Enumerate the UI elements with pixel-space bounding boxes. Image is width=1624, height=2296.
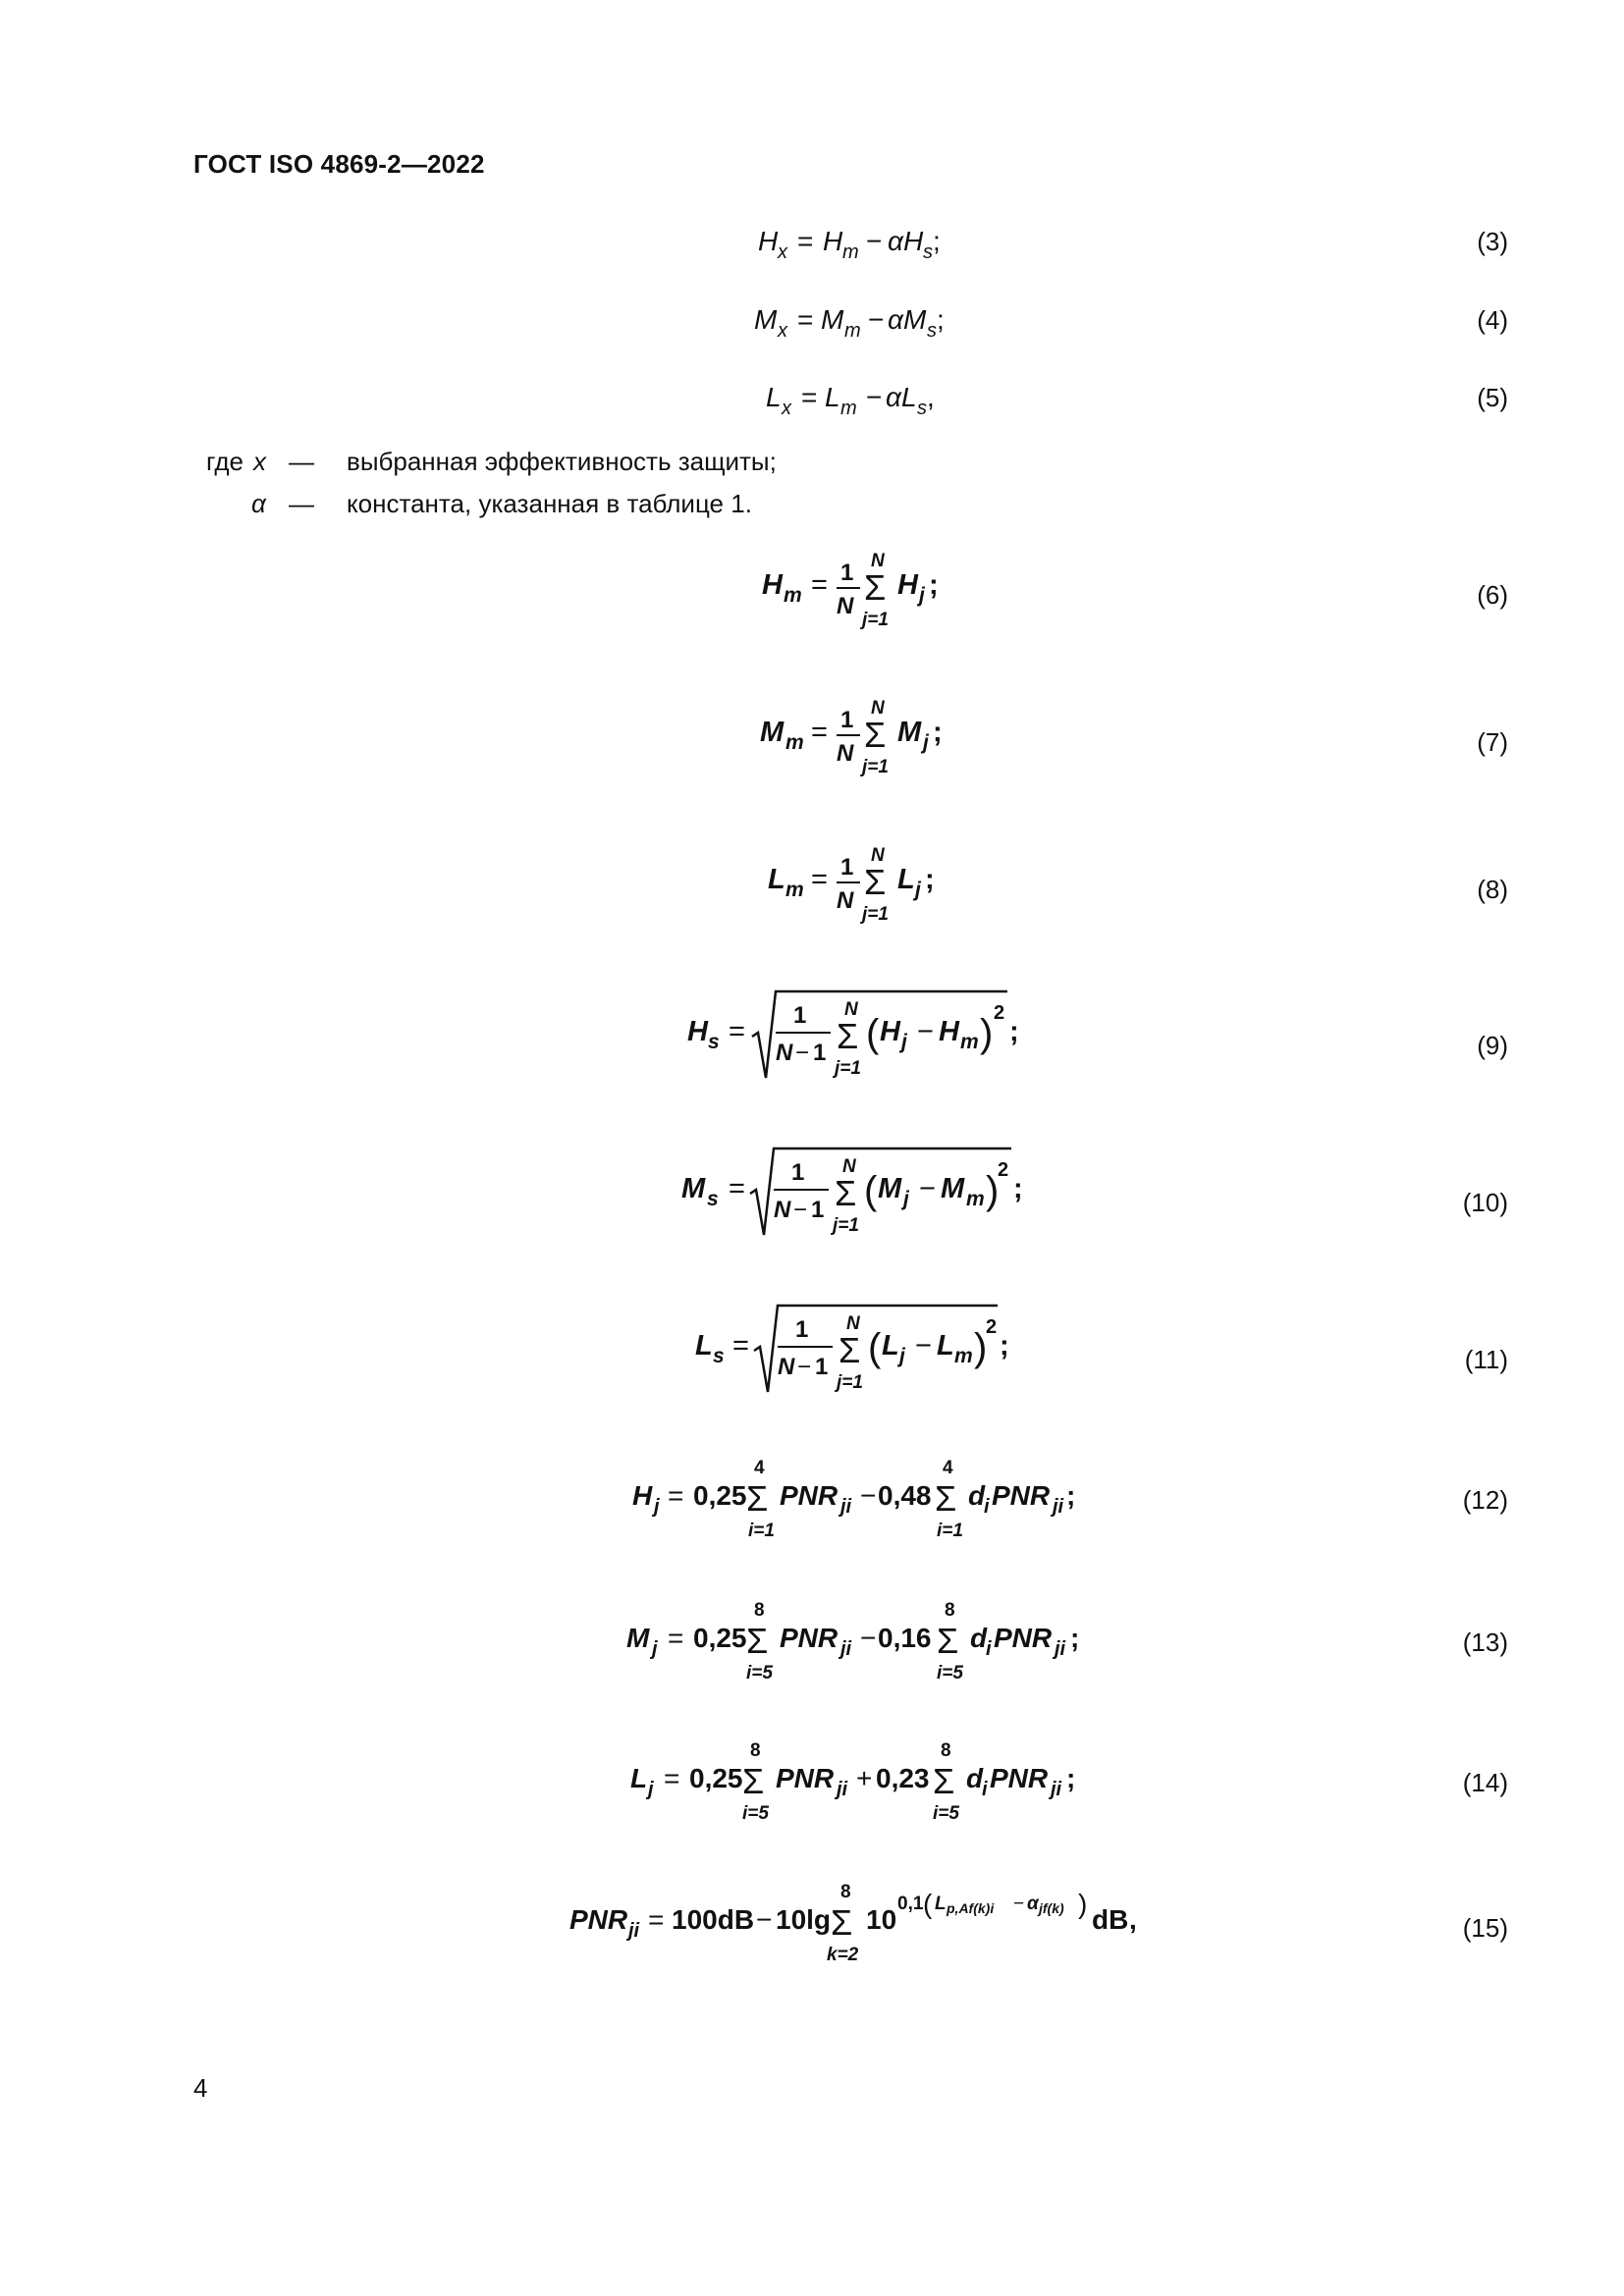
subscript-m: m xyxy=(960,1031,979,1053)
symbol-m: M xyxy=(821,304,844,335)
minus-sign: − xyxy=(860,1623,877,1653)
fraction-numerator: 1 xyxy=(840,854,854,881)
sum-lower-limit: j=1 xyxy=(837,1372,863,1393)
minus-sign: − xyxy=(866,382,883,412)
symbol-m: M xyxy=(760,717,785,748)
pnr-symbol: PNR xyxy=(569,1904,628,1935)
equation-number: (12) xyxy=(1462,1485,1508,1515)
equation-number: (7) xyxy=(1477,727,1508,757)
subscript-j: j xyxy=(915,879,921,901)
equation-13 xyxy=(0,1590,1624,1688)
symbol-m: M xyxy=(681,1173,706,1204)
subscript-ji: ji xyxy=(837,1779,848,1800)
minus-sign: − xyxy=(919,1173,936,1204)
equals-sign: = xyxy=(668,1480,684,1511)
subscript-s: s xyxy=(707,1188,719,1210)
symbol-h: H xyxy=(939,1016,959,1047)
equation-number: (14) xyxy=(1462,1768,1508,1797)
subscript-j: j xyxy=(901,1031,907,1053)
sigma-symbol: Σ xyxy=(746,1478,769,1519)
semicolon: ; xyxy=(933,226,941,256)
subscript-j: j xyxy=(648,1779,654,1800)
equation-number: (8) xyxy=(1477,875,1508,904)
equation-14 xyxy=(0,1731,1624,1829)
symbol-h: H xyxy=(687,1016,708,1047)
subscript-s: s xyxy=(923,241,933,263)
equation-number: (9) xyxy=(1477,1031,1508,1060)
symbol-m: M xyxy=(626,1623,650,1653)
equation-number: (13) xyxy=(1462,1628,1508,1657)
subscript-ji: ji xyxy=(840,1638,852,1660)
coefficient: 0,25 xyxy=(693,1480,747,1511)
fraction-numerator: 1 xyxy=(791,1159,805,1186)
fraction-denominator-one: 1 xyxy=(813,1040,827,1066)
subscript-m: m xyxy=(966,1188,985,1210)
subscript-m: m xyxy=(785,879,804,901)
sigma-symbol: Σ xyxy=(864,567,887,608)
minus-sign: − xyxy=(866,226,883,256)
symbol-l: L xyxy=(768,864,785,895)
semicolon: ; xyxy=(1070,1623,1080,1653)
equation-number: (4) xyxy=(1477,305,1508,335)
sum-lower-limit: j=1 xyxy=(862,610,889,630)
sigma-symbol: Σ xyxy=(935,1478,957,1519)
subscript-m: m xyxy=(784,584,802,607)
coefficient: 0,16 xyxy=(878,1623,932,1653)
sum-lower-limit: i=5 xyxy=(742,1803,769,1824)
sum-upper-limit: 8 xyxy=(941,1740,951,1761)
base-ten: 10 xyxy=(866,1904,897,1935)
comma: , xyxy=(1129,1904,1137,1935)
subscript-j: j xyxy=(899,1345,905,1367)
subscript-j: j xyxy=(654,1496,660,1518)
sigma-symbol: Σ xyxy=(837,1016,859,1056)
semicolon: ; xyxy=(925,864,935,895)
sigma-symbol: Σ xyxy=(746,1621,769,1661)
equals-sign: = xyxy=(664,1763,680,1793)
semicolon: ; xyxy=(933,717,943,748)
equation-3 xyxy=(0,221,1624,290)
subscript-s: s xyxy=(708,1031,720,1053)
ten-lg: 10lg xyxy=(776,1904,832,1935)
sigma-symbol: Σ xyxy=(835,1173,857,1213)
exponent-subscript-jfk: jf(k) xyxy=(1039,1900,1064,1916)
symbol-m: M xyxy=(897,717,922,748)
symbol-h: H xyxy=(903,226,924,256)
subscript-s: s xyxy=(927,320,937,342)
subscript-m: m xyxy=(844,320,861,342)
pnr-symbol: PNR xyxy=(994,1623,1053,1653)
fraction-numerator: 1 xyxy=(793,1002,807,1029)
subscript-x: x xyxy=(778,320,787,342)
coefficient: 0,25 xyxy=(689,1763,743,1793)
sum-lower-limit: i=5 xyxy=(937,1663,963,1683)
symbol-h: H xyxy=(762,569,783,601)
right-paren: ) xyxy=(980,1012,994,1055)
sum-lower-limit: j=1 xyxy=(835,1058,861,1079)
subscript-s: s xyxy=(917,398,927,419)
coefficient: 0,23 xyxy=(876,1763,930,1793)
sum-upper-limit: N xyxy=(871,845,885,866)
equals-sign: = xyxy=(801,382,818,412)
semicolon: ; xyxy=(929,569,939,601)
left-paren: ( xyxy=(864,1169,878,1212)
subscript-m: m xyxy=(785,731,804,754)
symbol-alpha: α xyxy=(888,226,903,256)
subscript-m: m xyxy=(840,398,857,419)
symbol-h: H xyxy=(758,226,779,256)
equation-number: (3) xyxy=(1477,227,1508,256)
symbol-m: M xyxy=(878,1173,902,1204)
sigma-symbol: Σ xyxy=(742,1761,765,1801)
equation-15 xyxy=(0,1870,1624,1978)
symbol-h: H xyxy=(897,569,918,601)
fraction-denominator: N xyxy=(837,593,854,619)
sigma-symbol: Σ xyxy=(831,1902,853,1943)
semicolon: ; xyxy=(937,304,945,335)
right-paren: ) xyxy=(986,1169,1000,1212)
symbol-l: L xyxy=(882,1330,899,1362)
where-symbol-alpha: α xyxy=(251,489,266,518)
document-header: ГОСТ ISO 4869-2—2022 xyxy=(193,149,485,179)
symbol-l: L xyxy=(897,864,915,895)
subscript-i: i xyxy=(982,1779,988,1800)
sum-lower-limit: j=1 xyxy=(833,1215,859,1236)
minus-sign: − xyxy=(860,1480,877,1511)
where-dash: — xyxy=(289,489,314,518)
equals-sign: = xyxy=(811,717,828,748)
subscript-m: m xyxy=(842,241,859,263)
subscript-j: j xyxy=(919,584,925,607)
symbol-l: L xyxy=(695,1330,713,1362)
subscript-j: j xyxy=(903,1188,909,1210)
fraction-denominator-n: N xyxy=(778,1354,795,1380)
plus-sign: + xyxy=(856,1763,873,1793)
semicolon: ; xyxy=(1009,1016,1019,1047)
subscript-j: j xyxy=(652,1638,658,1660)
sigma-symbol: Σ xyxy=(864,715,887,755)
subscript-ji: ji xyxy=(840,1496,852,1518)
left-paren: ( xyxy=(923,1889,933,1919)
symbol-l: L xyxy=(937,1330,954,1362)
pnr-symbol: PNR xyxy=(780,1623,839,1653)
subscript-ji: ji xyxy=(1055,1638,1066,1660)
sum-upper-limit: 4 xyxy=(754,1458,765,1478)
subscript-ji: ji xyxy=(1051,1779,1062,1800)
equation-11 xyxy=(0,1296,1624,1404)
where-definition-alpha: константа, указанная в таблице 1. xyxy=(347,489,752,518)
equals-sign: = xyxy=(797,226,814,256)
sum-lower-limit: i=5 xyxy=(746,1663,773,1683)
where-dash: — xyxy=(289,447,314,476)
where-intro: где xyxy=(206,447,244,476)
subscript-m: m xyxy=(954,1345,973,1367)
left-paren: ( xyxy=(866,1012,880,1055)
subscript-j: j xyxy=(923,731,929,754)
equals-sign: = xyxy=(811,569,828,601)
equation-6 xyxy=(0,545,1624,643)
fraction-denominator-minus: − xyxy=(797,1354,812,1380)
sum-lower-limit: j=1 xyxy=(862,904,889,925)
equation-4 xyxy=(0,299,1624,368)
sum-upper-limit: 8 xyxy=(754,1600,765,1621)
semicolon: ; xyxy=(1066,1480,1076,1511)
sum-upper-limit: N xyxy=(844,999,858,1020)
symbol-d: d xyxy=(968,1480,986,1511)
sigma-symbol: Σ xyxy=(864,862,887,902)
right-paren: ) xyxy=(974,1326,988,1369)
symbol-h: H xyxy=(632,1480,653,1511)
exponent-subscript-lpaf: p,Af(k)i xyxy=(947,1900,995,1916)
equation-8 xyxy=(0,839,1624,937)
sum-lower-limit: i=5 xyxy=(933,1803,959,1824)
equals-sign: = xyxy=(648,1904,665,1935)
equation-number: (11) xyxy=(1464,1345,1508,1374)
subscript-i: i xyxy=(986,1638,992,1660)
equals-sign: = xyxy=(811,864,828,895)
symbol-h: H xyxy=(880,1016,900,1047)
equation-9 xyxy=(0,982,1624,1090)
symbol-l: L xyxy=(901,382,917,412)
sum-upper-limit: 8 xyxy=(840,1882,851,1902)
symbol-m: M xyxy=(941,1173,965,1204)
sum-lower-limit: i=1 xyxy=(748,1521,775,1541)
fraction-denominator-minus: − xyxy=(795,1040,810,1066)
sum-upper-limit: N xyxy=(842,1156,856,1177)
equals-sign: = xyxy=(668,1623,684,1653)
equation-10 xyxy=(0,1139,1624,1247)
equation-5 xyxy=(0,377,1624,446)
exponent-two: 2 xyxy=(994,1002,1005,1024)
equation-number: (5) xyxy=(1477,383,1508,412)
coefficient: 0,48 xyxy=(878,1480,932,1511)
where-block xyxy=(0,447,1624,525)
equals-sign: = xyxy=(732,1330,749,1362)
minus-sign: − xyxy=(868,304,885,335)
exponent-l: L xyxy=(935,1894,947,1914)
sum-upper-limit: 8 xyxy=(750,1740,761,1761)
fraction-numerator: 1 xyxy=(840,560,854,586)
pnr-symbol: PNR xyxy=(990,1763,1049,1793)
fraction-denominator: N xyxy=(837,740,854,767)
fraction-denominator-minus: − xyxy=(793,1197,808,1223)
equation-number: (10) xyxy=(1462,1188,1508,1217)
symbol-l: L xyxy=(825,382,840,412)
fraction-denominator-n: N xyxy=(776,1040,793,1066)
subscript-i: i xyxy=(984,1496,990,1518)
equals-sign: = xyxy=(797,304,814,335)
pnr-symbol: PNR xyxy=(992,1480,1051,1511)
minus-sign: − xyxy=(915,1330,932,1362)
semicolon: ; xyxy=(1000,1330,1009,1362)
subscript-ji: ji xyxy=(1053,1496,1064,1518)
fraction-numerator: 1 xyxy=(795,1316,809,1343)
pnr-symbol: PNR xyxy=(780,1480,839,1511)
semicolon: ; xyxy=(1066,1763,1076,1793)
sum-lower-limit: i=1 xyxy=(937,1521,963,1541)
fraction-denominator-n: N xyxy=(774,1197,791,1223)
sum-lower-limit: k=2 xyxy=(827,1945,859,1965)
symbol-d: d xyxy=(966,1763,984,1793)
equals-sign: = xyxy=(729,1016,745,1047)
subscript-ji: ji xyxy=(628,1920,640,1942)
exponent-two: 2 xyxy=(998,1159,1009,1181)
where-definition-x: выбранная эффективность защиты; xyxy=(347,447,777,476)
symbol-m: M xyxy=(754,304,778,335)
equation-12 xyxy=(0,1448,1624,1546)
sigma-symbol: Σ xyxy=(933,1761,955,1801)
constant-100db: 100dB xyxy=(672,1904,755,1935)
fraction-denominator-one: 1 xyxy=(811,1197,825,1223)
symbol-d: d xyxy=(970,1623,988,1653)
sum-lower-limit: j=1 xyxy=(862,757,889,777)
left-paren: ( xyxy=(868,1326,882,1369)
coefficient: 0,25 xyxy=(693,1623,747,1653)
sigma-symbol: Σ xyxy=(937,1621,959,1661)
symbol-alpha: α xyxy=(888,304,903,335)
unit-db: dB xyxy=(1092,1904,1129,1935)
symbol-l: L xyxy=(766,382,782,412)
symbol-alpha: α xyxy=(886,382,901,412)
equation-number: (15) xyxy=(1462,1913,1508,1943)
exponent-factor: 0,1 xyxy=(897,1894,924,1914)
sum-upper-limit: N xyxy=(871,551,885,571)
right-paren: ) xyxy=(1078,1889,1088,1919)
exponent-minus: − xyxy=(1013,1894,1025,1914)
subscript-s: s xyxy=(713,1345,725,1367)
sum-upper-limit: 8 xyxy=(945,1600,955,1621)
sum-upper-limit: N xyxy=(871,698,885,719)
subscript-x: x xyxy=(782,398,791,419)
minus-sign: − xyxy=(756,1904,773,1935)
minus-sign: − xyxy=(917,1016,934,1047)
sum-upper-limit: N xyxy=(846,1313,860,1334)
sum-upper-limit: 4 xyxy=(943,1458,953,1478)
symbol-m: M xyxy=(903,304,927,335)
sigma-symbol: Σ xyxy=(839,1330,861,1370)
where-symbol-x: x xyxy=(253,447,266,476)
comma: , xyxy=(927,382,935,412)
pnr-symbol: PNR xyxy=(776,1763,835,1793)
subscript-x: x xyxy=(778,241,787,263)
fraction-numerator: 1 xyxy=(840,707,854,733)
fraction-denominator: N xyxy=(837,887,854,914)
exponent-alpha: α xyxy=(1027,1894,1039,1914)
page-number: 4 xyxy=(193,2073,208,2103)
equation-7 xyxy=(0,692,1624,790)
fraction-denominator-one: 1 xyxy=(815,1354,829,1380)
semicolon: ; xyxy=(1013,1173,1023,1204)
symbol-h: H xyxy=(823,226,843,256)
equation-number: (6) xyxy=(1477,580,1508,610)
equals-sign: = xyxy=(729,1173,745,1204)
symbol-l: L xyxy=(630,1763,648,1793)
exponent-two: 2 xyxy=(986,1316,998,1338)
